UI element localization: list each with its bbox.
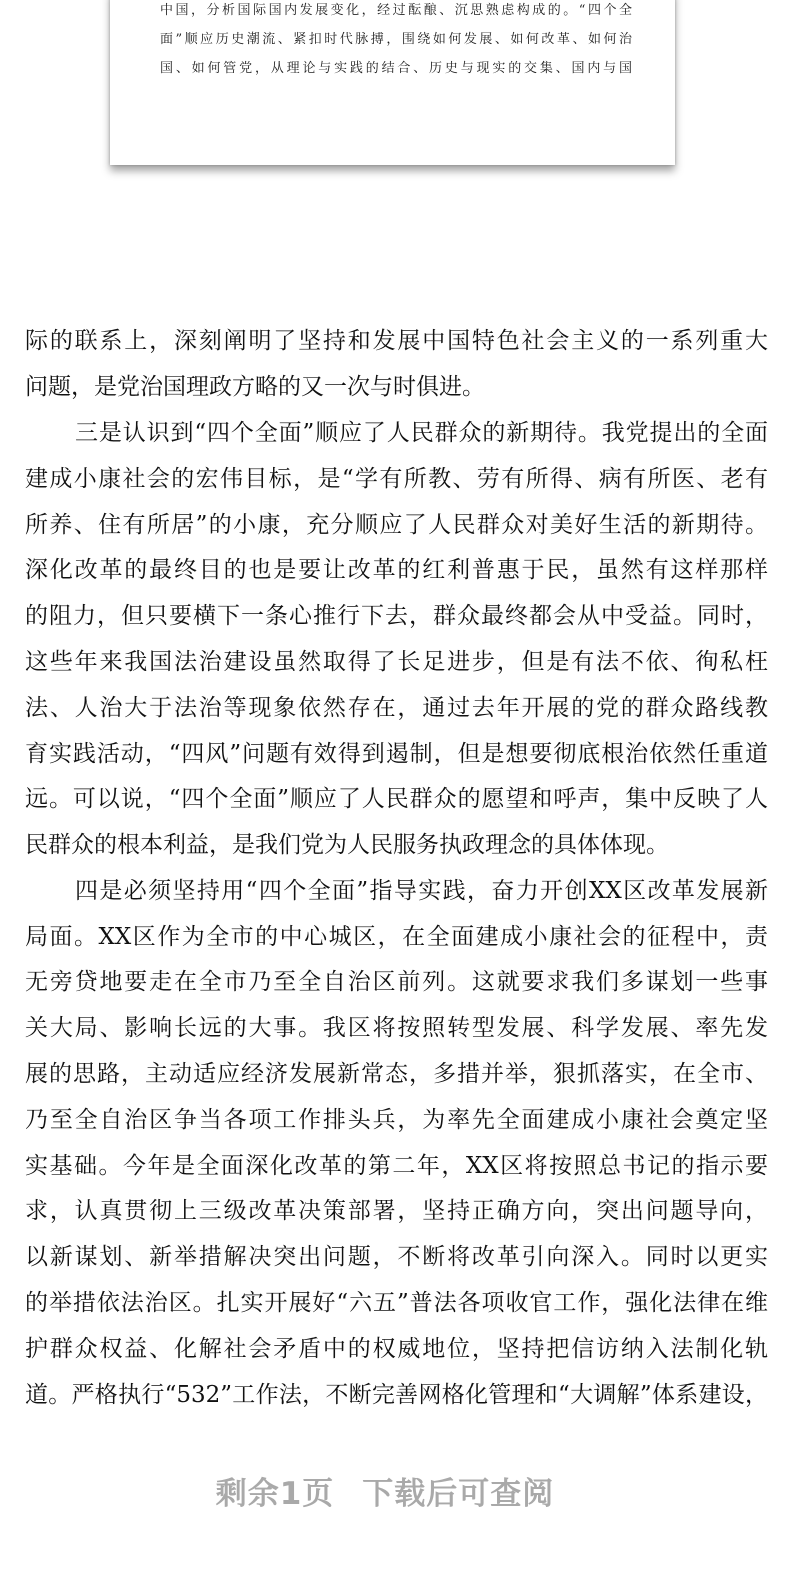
body-text-line: 的阻力，但只要横下一条心推行下去，群众最终都会从中受益。同时，: [25, 603, 768, 629]
preview-page-card: [110, 0, 675, 165]
body-text-line: 道。严格执行“532”工作法，不断完善网格化管理和“大调解”体系建设，: [25, 1382, 768, 1408]
preview-text-line: 国、如何管党，从理论与实践的结合、历史与现实的交集、国内与国: [160, 61, 632, 76]
preview-text-line: 面”顺应历史潮流、紧扣时代脉搏，围绕如何发展、如何改革、如何治: [160, 32, 632, 47]
body-text-line: 这些年来我国法治建设虽然取得了长足进步，但是有法不依、徇私枉: [25, 649, 768, 675]
remaining-pages-label: 剩余1页: [215, 1476, 335, 1512]
body-text-line: 民群众的根本利益，是我们党为人民服务执政理念的具体体现。: [25, 832, 669, 858]
body-text-line: 所养、住有所居”的小康，充分顺应了人民群众对美好生活的新期待。: [25, 512, 768, 538]
body-text-line: 深化改革的最终目的也是要让改革的红利普惠于民，虽然有这样那样: [25, 557, 768, 583]
remaining-pages-banner[interactable]: [0, 1468, 770, 1513]
body-text-line: 实基础。今年是全面深化改革的第二年，XX区将按照总书记的指示要: [25, 1153, 768, 1179]
body-text-line: 问题，是党治国理政方略的又一次与时俱进。: [25, 374, 485, 400]
body-text-line: 建成小康社会的宏伟目标，是“学有所教、劳有所得、病有所医、老有: [25, 466, 768, 492]
body-text-line: 育实践活动，“四风”问题有效得到遏制，但是想要彻底根治依然任重道: [25, 741, 768, 767]
body-text-line: 展的思路，主动适应经济发展新常态，多措并举，狠抓落实，在全市、: [25, 1061, 768, 1087]
body-text-line: 以新谋划、新举措解决突出问题，不断将改革引向深入。同时以更实: [25, 1244, 768, 1270]
body-text-line: 无旁贷地要走在全市乃至全自治区前列。这就要求我们多谋划一些事: [25, 969, 768, 995]
body-text-line: 远。可以说，“四个全面”顺应了人民群众的愿望和呼声，集中反映了人: [25, 786, 768, 812]
preview-text-line: 中国，分析国际国内发展变化，经过酝酿、沉思熟虑构成的。“四个全: [160, 3, 632, 18]
body-text-line: 乃至全自治区争当各项工作排头兵，为率先全面建成小康社会奠定坚: [25, 1107, 768, 1133]
paragraph-start-line: 四是必须坚持用“四个全面”指导实践，奋力开创XX区改革发展新: [75, 878, 768, 904]
body-text-line: 际的联系上，深刻阐明了坚持和发展中国特色社会主义的一系列重大: [25, 328, 768, 354]
body-text-line: 求，认真贯彻上三级改革决策部署，坚持正确方向，突出问题导向，: [25, 1198, 768, 1224]
body-text-line: 局面。XX区作为全市的中心城区，在全面建成小康社会的征程中，责: [25, 924, 768, 950]
download-hint-label[interactable]: 下载后可查阅: [362, 1476, 555, 1512]
paragraph-start-line: 三是认识到“四个全面”顺应了人民群众的新期待。我党提出的全面: [75, 420, 768, 446]
body-text-line: 的举措依法治区。扎实开展好“六五”普法各项收官工作，强化法律在维: [25, 1290, 768, 1316]
body-text-line: 关大局、影响长远的大事。我区将按照转型发展、科学发展、率先发: [25, 1015, 768, 1041]
body-text-line: 法、人治大于法治等现象依然存在，通过去年开展的党的群众路线教: [25, 695, 768, 721]
body-text-line: 护群众权益、化解社会矛盾中的权威地位，坚持把信访纳入法制化轨: [25, 1336, 768, 1362]
